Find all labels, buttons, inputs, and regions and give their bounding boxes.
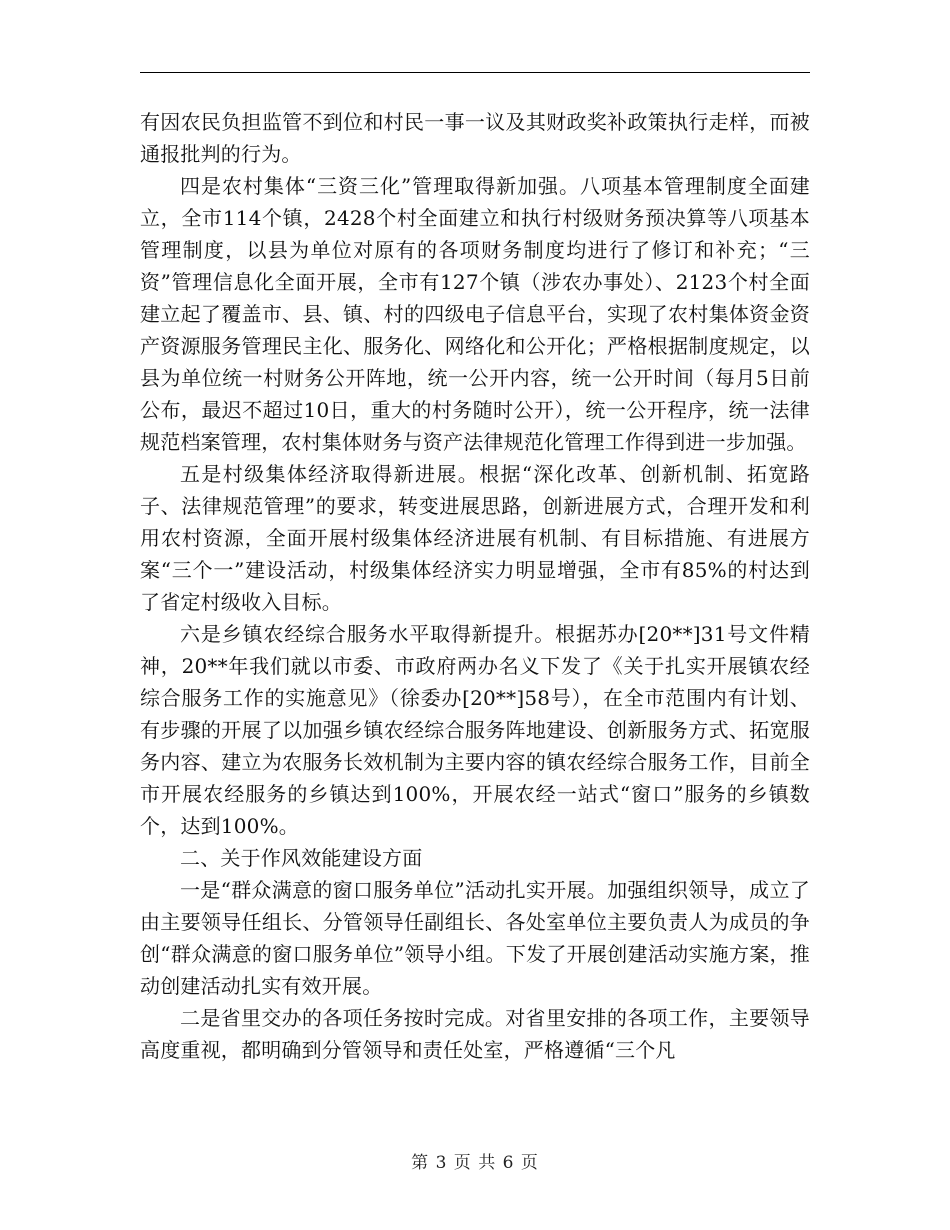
paragraph-item-6: 六是乡镇农经综合服务水平取得新提升。根据苏办[20**]31号文件精神，20**年我们就以市委、市政府两办名义下发了《关于扎实开展镇农经综合服务工作的实施意见》（徐委办[20**]58号），在全市范围内有计划、有步骤的开展了以加强乡镇农经综合服务阵地建设、创新服务方式、拓宽服务内容、建立为农服务长效机制为主要内容的镇农经综合服务工作，目前全市开展农经服务的乡镇达到100%，开展农经一站式“窗口”服务的乡镇数个，达到100%。 (140, 622, 810, 838)
page-number-footer: 第 3 页 共 6 页 (411, 1153, 539, 1173)
page-body (140, 106, 810, 1066)
paragraph-item-5: 五是村级集体经济取得新进展。根据“深化改革、创新机制、拓宽路子、法律规范管理”的要求，转变进展思路，创新进展方式，合理开发和利用农村资源，全面开展村级集体经济进展有机制、有目标措施、有进展方案“三个一”建设活动，村级集体经济实力明显增强，全市有85%的村达到了省定村级收入目标。 (140, 462, 810, 614)
paragraph-item-1: 一是“群众满意的窗口服务单位”活动扎实开展。加强组织领导，成立了由主要领导任组长、分管领导任副组长、各处室单位主要负责人为成员的争创“群众满意的窗口服务单位”领导小组。下发了开展创建活动实施方案，推动创建活动扎实有效开展。 (140, 878, 810, 998)
paragraph-continuation: 有因农民负担监管不到位和村民一事一议及其财政奖补政策执行走样，而被通报批判的行为。 (140, 110, 810, 166)
header-rule (140, 72, 810, 73)
paragraph-item-4: 四是农村集体“三资三化”管理取得新加强。八项基本管理制度全面建立，全市114个镇，2428个村全面建立和执行村级财务预决算等八项基本管理制度，以县为单位对原有的各项财务制度均进行了修订和补充；“三资”管理信息化全面开展，全市有127个镇（涉农办事处）、2123个村全面建立起了覆盖市、县、镇、村的四级电子信息平台，实现了农村集体资金资产资源服务管理民主化、服务化、网络化和公开化；严格根据制度规定，以县为单位统一村财务公开阵地，统一公开内容，统一公开时间（每月5日前公布，最迟不超过10日，重大的村务随时公开），统一公开程序，统一法律规范档案管理，农村集体财务与资产法律规范化管理工作得到进一步加强。 (140, 174, 810, 454)
paragraph-item-2: 二是省里交办的各项任务按时完成。对省里安排的各项工作，主要领导高度重视，都明确到分管领导和责任处室，严格遵循“三个凡 (140, 1006, 810, 1062)
section-heading: 二、关于作风效能建设方面 (180, 846, 423, 870)
